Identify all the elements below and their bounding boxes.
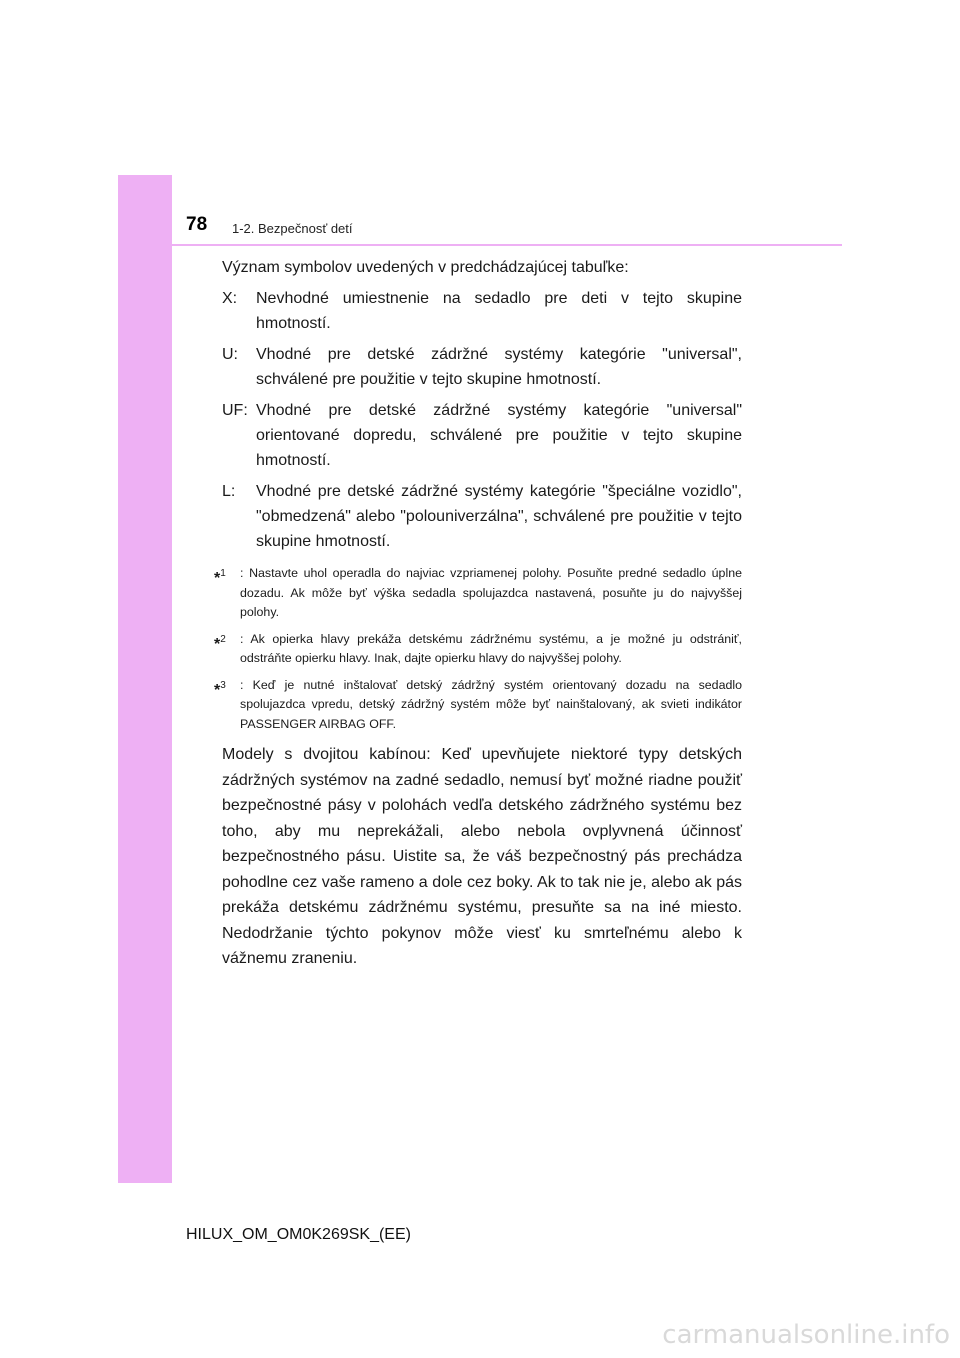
footnote-text: : Keď je nutné inštalovať detský zádržný systém orientovaný dozadu na sedadlo spolujazdca vpredu, detský zádržný systém môže byť nainštalovaný, ak svieti indikátor PASSENGER AIRBAG OFF. xyxy=(240,677,742,731)
footnote-number: 2 xyxy=(220,633,226,645)
definition-text: Vhodné pre detské zádržné systémy kategórie "universal", schválené pre použitie v tejto skupine hmotností. xyxy=(256,346,742,388)
asterisk-icon: * xyxy=(214,570,221,587)
definition-item xyxy=(222,479,742,554)
definition-key: UF: xyxy=(222,402,248,419)
footnote-text: : Nastavte uhol operadla do najviac vzpriamenej polohy. Posuňte predné sedadlo úplne dozadu. Ak môže byť výška sedadla spolujazdca nastavená, posuňte ju do najvyššej polohy. xyxy=(240,566,742,619)
main-content xyxy=(214,255,742,988)
asterisk-icon: * xyxy=(214,635,221,653)
footnote-text: : Ak opierka hlavy prekáža detskému zádržnému systému, a je možné ju odstrániť, odstráňte opierku hlavy. Inak, dajte opierku hlavy do najvyššej polohy. xyxy=(240,631,742,665)
symbol-definitions xyxy=(222,286,742,554)
footnote-item xyxy=(214,676,742,735)
header-divider xyxy=(172,244,842,246)
asterisk-icon: * xyxy=(214,681,221,699)
footnote-number: 3 xyxy=(220,679,226,691)
definition-item xyxy=(222,286,742,336)
footnotes xyxy=(214,564,742,734)
definition-text: Vhodné pre detské zádržné systémy kategórie "špeciálne vozidlo", "obmedzená" alebo "polouniverzálna", schválené pre použitie v tejto skupine hmotností. xyxy=(256,483,742,550)
definition-key: U: xyxy=(222,346,238,363)
definition-text: Vhodné pre detské zádržné systémy kategórie "universal" orientované dopredu, schválené pre použitie v tejto skupine hmotností. xyxy=(256,402,742,469)
definition-key: L: xyxy=(222,483,236,500)
definition-item xyxy=(222,342,742,392)
watermark: carmanualsonline.info xyxy=(662,1320,950,1350)
section-title: 1-2. Bezpečnosť detí xyxy=(232,221,353,236)
definition-item xyxy=(222,398,742,473)
footnote-marker xyxy=(214,676,240,735)
page-number: 78 xyxy=(186,214,208,235)
footnote-item xyxy=(214,630,742,669)
definition-key: X: xyxy=(222,290,238,307)
footnote-number: 1 xyxy=(220,568,226,579)
double-cab-paragraph: Modely s dvojitou kabínou: Keď upevňujete niektoré typy detských zádržných systémov na zadné sedadlo, nemusí byť možné riadne použiť bezpečnostné pásy v polohách vedľa detského zádržného systému bez toho, aby mu neprekážali, alebo nebola ovplyvnená účinnosť bezpečnostného pásu. Uistite sa, že váš bezpečnostný pás prechádza pohodlne cez vaše rameno a dole cez boky. Ak to tak nie je, alebo ak pás prekáža detskému zádržnému systému, presuňte sa na iné miesto. Nedodržanie týchto pokynov môže viesť ku smrteľnému alebo k vážnemu zraneniu. xyxy=(222,746,742,967)
document-code: HILUX_OM_OM0K269SK_(EE) xyxy=(186,1226,411,1243)
side-color-band xyxy=(118,175,172,1183)
footnote-marker xyxy=(214,630,240,669)
intro-text: Význam symbolov uvedených v predchádzajúcej tabuľke: xyxy=(222,259,629,276)
footnote-marker xyxy=(214,564,240,623)
definition-text: Nevhodné umiestnenie na sedadlo pre deti v tejto skupine hmotností. xyxy=(256,290,742,332)
footnote-item xyxy=(214,564,742,623)
